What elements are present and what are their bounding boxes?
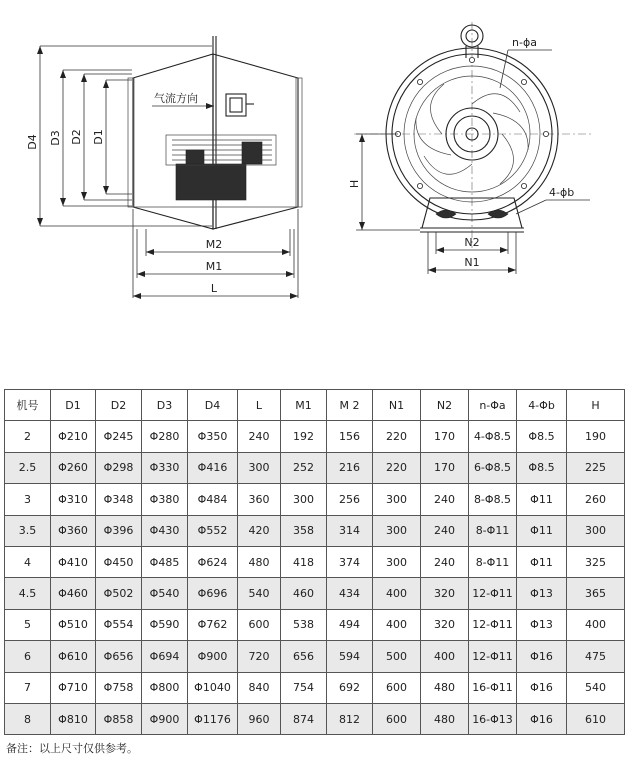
table-cell: 6-Φ8.5 [469, 452, 517, 483]
table-cell: Φ8.5 [517, 421, 567, 452]
table-cell: 12-Φ11 [469, 609, 517, 640]
table-cell: 4 [5, 546, 51, 577]
table-cell: Φ485 [142, 546, 188, 577]
table-cell: Φ590 [142, 609, 188, 640]
column-header: L [238, 390, 281, 421]
table-cell: 3 [5, 484, 51, 515]
table-cell: Φ758 [96, 672, 142, 703]
table-cell: 300 [281, 484, 327, 515]
column-header: M1 [281, 390, 327, 421]
column-header: D3 [142, 390, 188, 421]
table-cell: 325 [567, 546, 625, 577]
table-cell: Φ11 [517, 484, 567, 515]
table-cell: 6 [5, 641, 51, 672]
table-cell: Φ380 [142, 484, 188, 515]
table-cell: 600 [238, 609, 281, 640]
table-cell: 538 [281, 609, 327, 640]
table-cell: 2.5 [5, 452, 51, 483]
table-cell: 610 [567, 703, 625, 734]
table-cell: Φ16 [517, 703, 567, 734]
table-cell: 812 [327, 703, 373, 734]
table-cell: Φ502 [96, 578, 142, 609]
table-cell: 4-Φ8.5 [469, 421, 517, 452]
table-cell: 840 [238, 672, 281, 703]
table-cell: Φ1040 [188, 672, 238, 703]
table-row [5, 484, 625, 515]
table-cell: Φ416 [188, 452, 238, 483]
table-cell: 540 [567, 672, 625, 703]
table-cell: Φ245 [96, 421, 142, 452]
table-row [5, 641, 625, 672]
dim-d3-label: D3 [49, 130, 62, 146]
table-cell: 400 [373, 578, 421, 609]
table-cell: Φ16 [517, 641, 567, 672]
table-row [5, 703, 625, 734]
table-cell: 4.5 [5, 578, 51, 609]
table-cell: Φ858 [96, 703, 142, 734]
dim-n1-label: N1 [464, 256, 480, 269]
table-cell: Φ624 [188, 546, 238, 577]
foot-hole-label: 4-ϕb [549, 186, 575, 199]
table-row [5, 452, 625, 483]
table-cell: 434 [327, 578, 373, 609]
table-cell: 220 [373, 452, 421, 483]
table-row [5, 546, 625, 577]
fan-drawing [0, 0, 628, 310]
side-view [26, 36, 302, 299]
table-cell: 320 [421, 609, 469, 640]
table-cell: 192 [281, 421, 327, 452]
dim-d1-label: D1 [92, 129, 105, 145]
table-cell: 494 [327, 609, 373, 640]
table-cell: 594 [327, 641, 373, 672]
column-header: N2 [421, 390, 469, 421]
table-cell: 500 [373, 641, 421, 672]
column-header: D4 [188, 390, 238, 421]
table-cell: 480 [421, 672, 469, 703]
dim-m2-label: M2 [205, 238, 223, 251]
table-cell: 314 [327, 515, 373, 546]
table-cell: Φ656 [96, 641, 142, 672]
table-cell: 540 [238, 578, 281, 609]
table-row [5, 609, 625, 640]
table-cell: Φ430 [142, 515, 188, 546]
table-cell: Φ696 [188, 578, 238, 609]
table-cell: 460 [281, 578, 327, 609]
table-cell: Φ800 [142, 672, 188, 703]
airflow-label: 气流方向 [154, 92, 198, 105]
table-cell: Φ360 [51, 515, 96, 546]
table-cell: Φ310 [51, 484, 96, 515]
table-cell: Φ350 [188, 421, 238, 452]
table-cell: Φ210 [51, 421, 96, 452]
table-row [5, 578, 625, 609]
table-body [5, 421, 625, 735]
table-cell: 256 [327, 484, 373, 515]
dim-m1-label: M1 [205, 260, 223, 273]
table-cell: Φ260 [51, 452, 96, 483]
table-cell: 225 [567, 452, 625, 483]
table-cell: 156 [327, 421, 373, 452]
column-header: D2 [96, 390, 142, 421]
table-cell: 475 [567, 641, 625, 672]
lifting-eye-icon [461, 25, 483, 58]
table-cell: 12-Φ11 [469, 641, 517, 672]
column-header: D1 [51, 390, 96, 421]
table-cell: 170 [421, 452, 469, 483]
table-cell: Φ552 [188, 515, 238, 546]
hole-label: n-ϕa [512, 36, 537, 49]
table-cell: 480 [238, 546, 281, 577]
table-cell: 600 [373, 703, 421, 734]
table-cell: Φ1176 [188, 703, 238, 734]
table-cell: 260 [567, 484, 625, 515]
table-header-row [5, 390, 625, 421]
column-header: n-Φa [469, 390, 517, 421]
dim-h-label: H [348, 179, 361, 189]
table-cell: 754 [281, 672, 327, 703]
table-cell: 720 [238, 641, 281, 672]
table-cell: 7 [5, 672, 51, 703]
table-cell: 400 [567, 609, 625, 640]
table-cell: 692 [327, 672, 373, 703]
table-cell: 240 [421, 484, 469, 515]
dim-d2 [81, 74, 132, 200]
table-cell: Φ16 [517, 672, 567, 703]
table-cell: Φ554 [96, 609, 142, 640]
table-cell: Φ8.5 [517, 452, 567, 483]
table-cell: Φ298 [96, 452, 142, 483]
table-cell: Φ810 [51, 703, 96, 734]
table-cell: 8-Φ11 [469, 546, 517, 577]
table-cell: 400 [421, 641, 469, 672]
table-cell: Φ610 [51, 641, 96, 672]
table-cell: 960 [238, 703, 281, 734]
table-cell: 5 [5, 609, 51, 640]
table-cell: Φ11 [517, 546, 567, 577]
table-cell: Φ510 [51, 609, 96, 640]
dim-d2-label: D2 [70, 129, 83, 145]
table-cell: 300 [373, 515, 421, 546]
table-cell: 320 [421, 578, 469, 609]
table-cell: 300 [238, 452, 281, 483]
table-cell: 8-Φ8.5 [469, 484, 517, 515]
table-cell: Φ710 [51, 672, 96, 703]
table-cell: 220 [373, 421, 421, 452]
table-cell: 365 [567, 578, 625, 609]
column-header: N1 [373, 390, 421, 421]
table-cell: 8 [5, 703, 51, 734]
table-cell: 374 [327, 546, 373, 577]
table-cell: Φ762 [188, 609, 238, 640]
motor [166, 135, 276, 200]
table-cell: Φ330 [142, 452, 188, 483]
table-cell: 360 [238, 484, 281, 515]
table-cell: 8-Φ11 [469, 515, 517, 546]
table-cell: 170 [421, 421, 469, 452]
table-cell: 480 [421, 703, 469, 734]
table-cell: 240 [421, 515, 469, 546]
table-cell: Φ694 [142, 641, 188, 672]
column-header: M 2 [327, 390, 373, 421]
table-cell: 300 [373, 484, 421, 515]
table-cell: Φ540 [142, 578, 188, 609]
junction-box-icon [226, 94, 254, 116]
column-header: 机号 [5, 390, 51, 421]
table-cell: Φ348 [96, 484, 142, 515]
table-cell: 190 [567, 421, 625, 452]
table-cell: 12-Φ11 [469, 578, 517, 609]
table-cell: 300 [567, 515, 625, 546]
spec-table [4, 389, 625, 735]
table-cell: 216 [327, 452, 373, 483]
table-cell: 2 [5, 421, 51, 452]
table-cell: 300 [373, 546, 421, 577]
foot-hole-leader [516, 200, 590, 214]
dim-l-label: L [210, 282, 218, 295]
table-cell: 400 [373, 609, 421, 640]
table-row [5, 421, 625, 452]
table-cell: 600 [373, 672, 421, 703]
table-cell: Φ280 [142, 421, 188, 452]
table-cell: 240 [421, 546, 469, 577]
table-row [5, 672, 625, 703]
table-cell: 252 [281, 452, 327, 483]
table-note: 备注：以上尺寸仅供参考。 [6, 742, 138, 755]
table-cell: Φ410 [51, 546, 96, 577]
table-row [5, 515, 625, 546]
front-view [348, 22, 592, 274]
dim-h [356, 134, 420, 230]
table-cell: Φ450 [96, 546, 142, 577]
dim-d4-label: D4 [26, 134, 39, 150]
table-cell: Φ460 [51, 578, 96, 609]
table-cell: 656 [281, 641, 327, 672]
column-header: 4-Φb [517, 390, 567, 421]
table-cell: Φ484 [188, 484, 238, 515]
dim-n2-label: N2 [464, 236, 480, 249]
table-cell: 3.5 [5, 515, 51, 546]
column-header: H [567, 390, 625, 421]
table-cell: Φ900 [188, 641, 238, 672]
table-cell: 874 [281, 703, 327, 734]
table-cell: Φ396 [96, 515, 142, 546]
table-cell: Φ11 [517, 515, 567, 546]
table-cell: 420 [238, 515, 281, 546]
table-cell: 240 [238, 421, 281, 452]
table-cell: 16-Φ13 [469, 703, 517, 734]
table-cell: Φ13 [517, 609, 567, 640]
table-cell: Φ900 [142, 703, 188, 734]
table-cell: 418 [281, 546, 327, 577]
table-cell: 16-Φ11 [469, 672, 517, 703]
table-cell: Φ13 [517, 578, 567, 609]
table-cell: 358 [281, 515, 327, 546]
